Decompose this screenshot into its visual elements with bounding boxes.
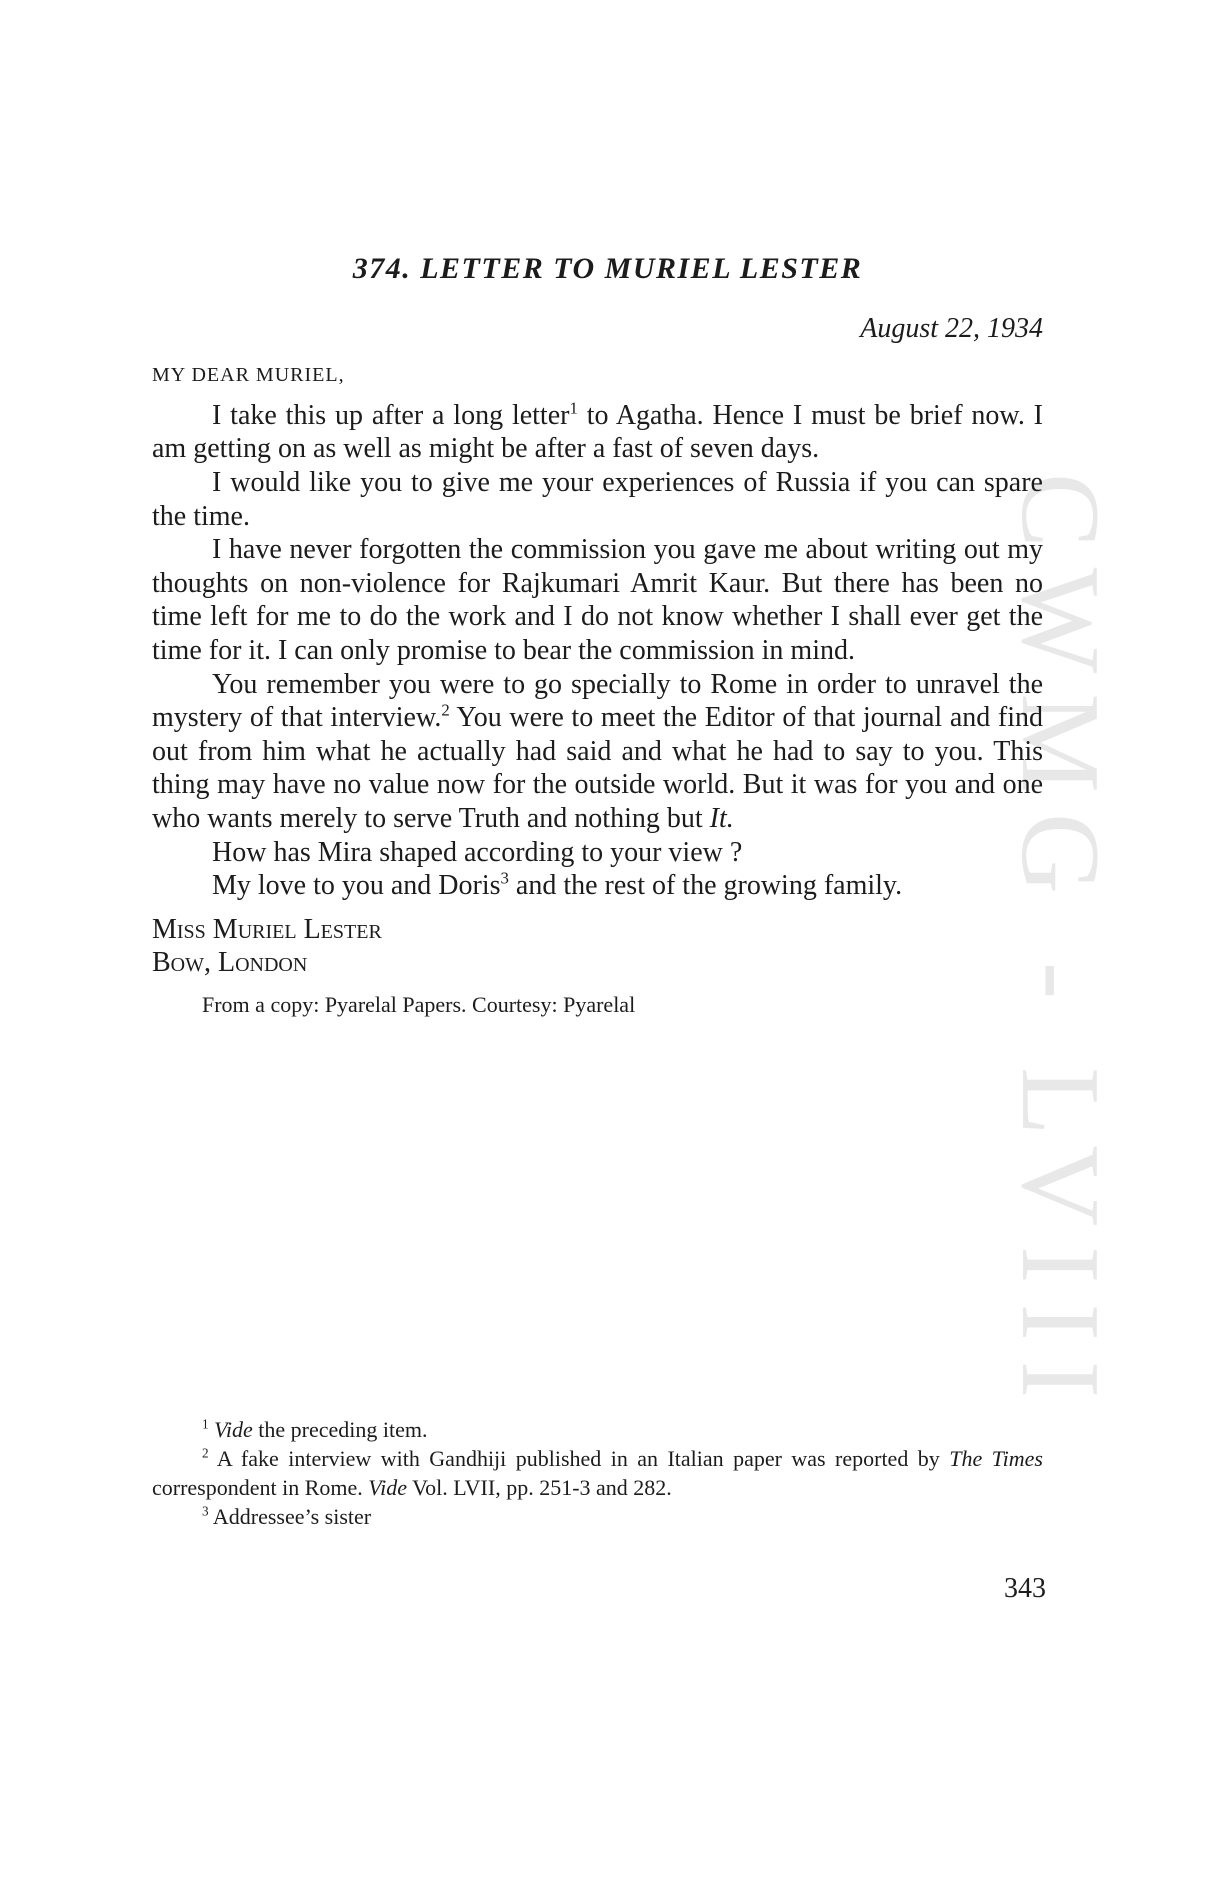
footnotes (152, 1415, 1043, 1531)
footnote-2-italic-2: Vide (368, 1475, 407, 1500)
footnote-2-number: 2 (202, 1445, 209, 1461)
footnote-1-number: 1 (202, 1416, 209, 1432)
footnote-2-text-b: correspondent in Rome. (152, 1475, 369, 1500)
footnote-2-text-a: A fake interview with Gandhiji published in an Italian paper was reported by (208, 1446, 950, 1471)
footnote-1 (152, 1415, 1043, 1444)
paragraph-4-text-b: You were to meet the Editor of that journal and find out from him what he actually had said and what he had to say to you. This thing may have no value now for the outside world. But it was for you and one who wants merely to serve Truth and nothing but (152, 702, 1044, 834)
paragraph-6-text-b: and the rest of the growing family. (508, 870, 903, 902)
paragraph-4-text-a: You remember you were to go specially to Rome in order to unravel the mystery of that interview. (152, 668, 1043, 734)
footnote-ref-3: 3 (500, 868, 509, 888)
letter-title: 374. LETTER TO MURIEL LESTER (352, 252, 863, 285)
paragraph-1-text-a: I take this up after a long letter (212, 399, 570, 431)
page-number: 343 (1004, 1573, 1046, 1604)
addressee-name: Miss Muriel Lester (152, 913, 382, 945)
footnote-ref-2: 2 (441, 700, 450, 720)
paragraph-1 (152, 399, 1043, 466)
letter-date: August 22, 1934 (860, 312, 1043, 344)
letter-page (152, 252, 1043, 1020)
source-note: From a copy: Pyarelal Papers. Courtesy: Pyarelal (202, 991, 636, 1017)
watermark-text: CWMG - LVIII (998, 472, 1123, 1418)
footnote-2-italic-1: The Times (949, 1446, 1043, 1471)
paragraph-1-text-b: to Agatha. Hence I must be brief now. I am getting on as well as might be after a fast of seven days. (152, 399, 1044, 465)
footnote-ref-1: 1 (569, 398, 578, 418)
addressee-block (152, 913, 1043, 980)
footnote-1-text: the preceding item. (252, 1417, 428, 1442)
paragraph-6 (152, 869, 1043, 903)
footnote-3-number: 3 (202, 1503, 209, 1519)
footnote-2 (152, 1444, 1043, 1502)
footnote-3-text: Addressee’s sister (208, 1504, 372, 1529)
paragraph-4 (152, 668, 1043, 836)
paragraph-4-italic: It. (709, 802, 734, 834)
paragraph-6-text-a: My love to you and Doris (212, 870, 501, 902)
footnote-1-italic: Vide (214, 1417, 253, 1442)
salutation: MY DEAR MURIEL, (152, 364, 345, 387)
addressee-address: Bow, London (152, 947, 308, 979)
paragraph-2: I would like you to give me your experiences of Russia if you can spare the time. (152, 466, 1043, 532)
paragraph-3: I have never forgotten the commission you gave me about writing out my thoughts on non-violence for Rajkumari Amrit Kaur. But there has been no time left for me to do the work and I do not know whether I shall ever get the time for it. I can only promise to bear the commission in mind. (152, 534, 1043, 666)
footnote-2-text-c: Vol. LVII, pp. 251-3 and 282. (406, 1475, 672, 1500)
footnote-3 (152, 1502, 1043, 1531)
paragraph-5: How has Mira shaped according to your view ? (212, 836, 743, 868)
